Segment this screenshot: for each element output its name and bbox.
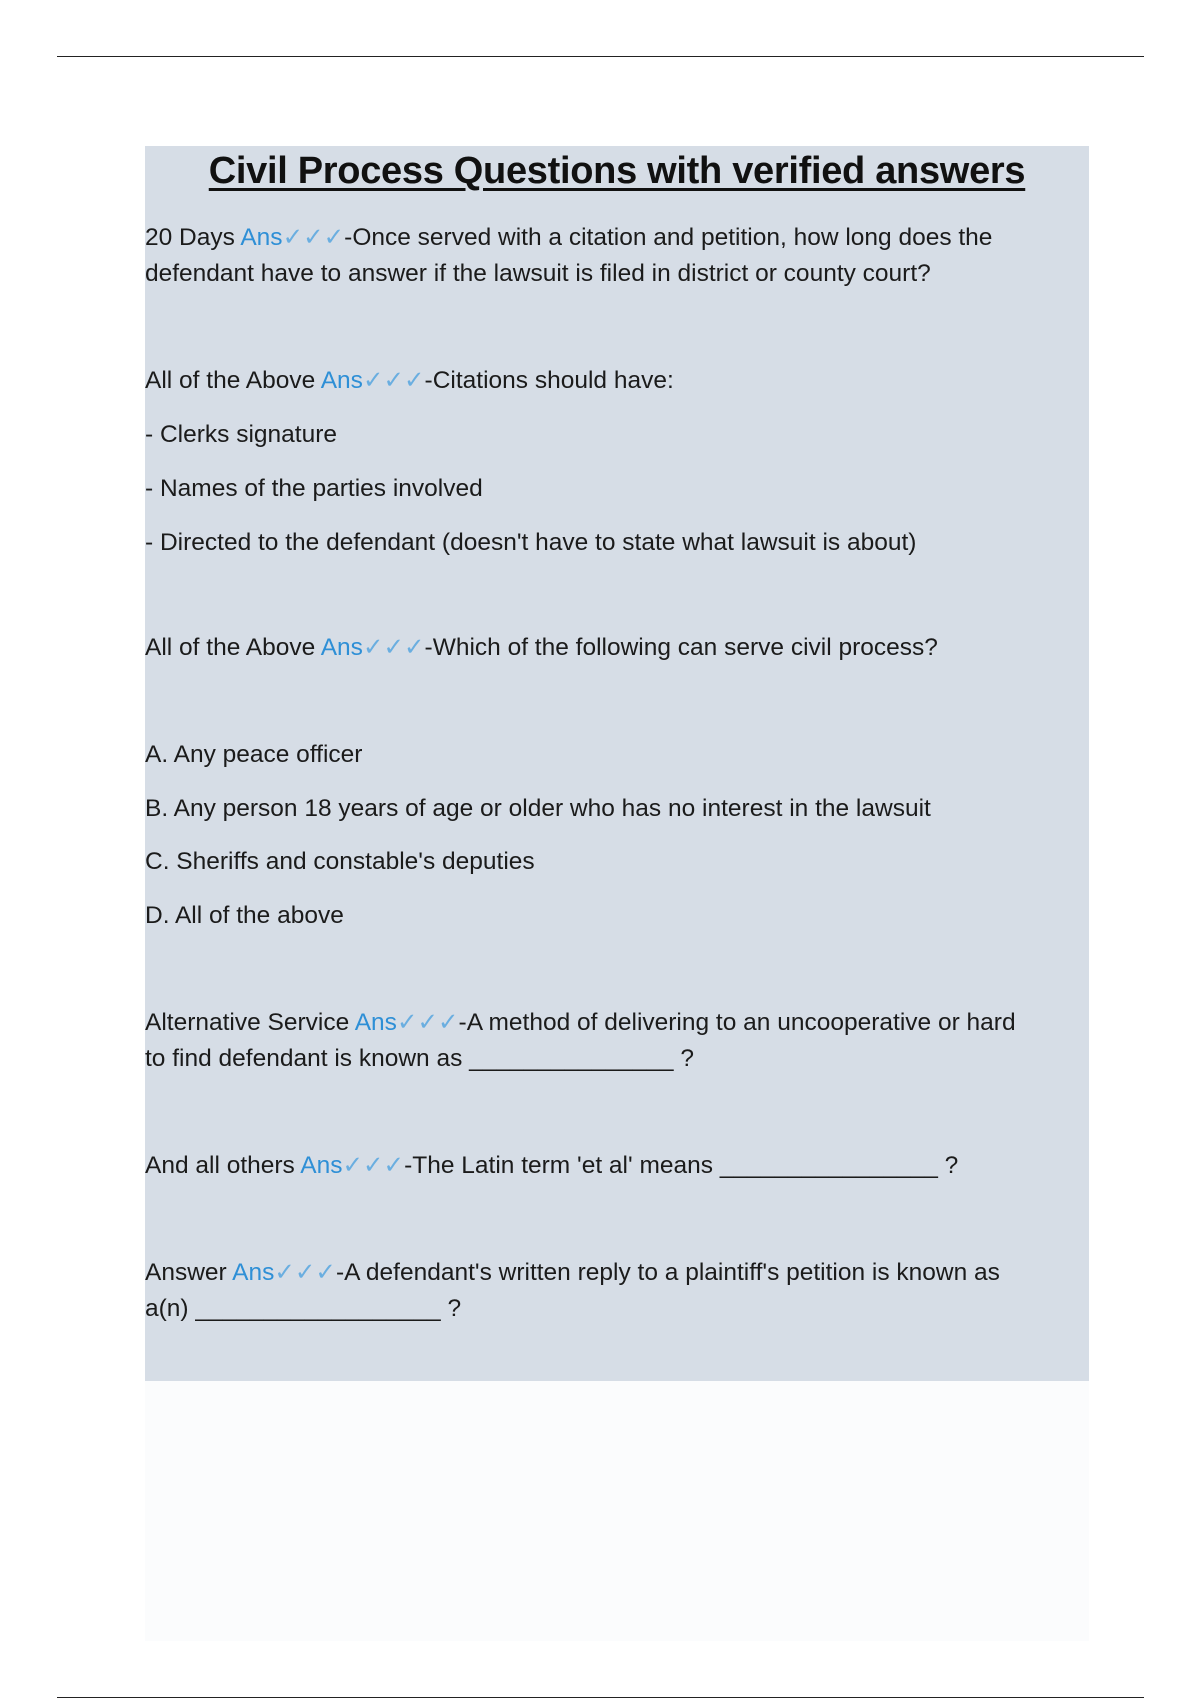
qa-item-1-line-2: defendant have to answer if the lawsuit is filed in district or county court? [145, 260, 931, 287]
check-marks-icon: ✓✓✓ [362, 634, 425, 661]
check-marks-icon: ✓✓✓ [396, 1009, 459, 1036]
answer-text: Alternative Service [145, 1009, 355, 1036]
qa-item-5 [145, 1148, 1089, 1184]
answer-text: All of the Above [145, 634, 321, 661]
option-item: B. Any person 18 years of age or older who has no interest in the lawsuit [145, 795, 931, 822]
bullet-item: - Clerks signature [145, 421, 337, 448]
check-marks-icon: ✓✓✓ [274, 1259, 336, 1286]
check-marks-icon: ✓✓✓ [362, 367, 425, 394]
qa-item-3 [145, 630, 1089, 666]
question-text: -Once served with a citation and petition, how long does the [344, 224, 993, 251]
answer-text: 20 Days [145, 224, 241, 251]
qa-item-4-line-2: to find defendant is known as _______________ ? [145, 1045, 694, 1072]
answer-text: All of the Above [145, 367, 321, 394]
check-marks-icon: ✓✓✓ [342, 1152, 405, 1179]
qa-item-2 [145, 363, 1089, 399]
qa-item-6 [145, 1255, 1089, 1291]
ans-label: Ans [354, 1009, 397, 1036]
ans-label: Ans [232, 1259, 275, 1286]
check-marks-icon: ✓✓✓ [282, 224, 345, 251]
option-item: D. All of the above [145, 902, 344, 929]
header-rule [57, 56, 1144, 57]
question-text: -The Latin term 'et al' means ________________ ? [404, 1152, 959, 1179]
question-text: -A method of delivering to an uncooperative or hard [458, 1009, 1016, 1036]
qa-item-4 [145, 1005, 1089, 1041]
answer-text: And all others [145, 1152, 301, 1179]
option-item: C. Sheriffs and constable's deputies [145, 848, 535, 875]
ans-label: Ans [320, 367, 363, 394]
document-title: Civil Process Questions with verified answers [208, 150, 1026, 192]
qa-item-1 [145, 220, 1089, 256]
bullet-item: - Directed to the defendant (doesn't have to state what lawsuit is about) [145, 529, 917, 556]
bullet-item: - Names of the parties involved [145, 475, 483, 502]
answer-text: Answer [145, 1259, 233, 1286]
option-item: A. Any peace officer [145, 741, 363, 768]
qa-item-6-line-2: a(n) __________________ ? [145, 1295, 462, 1322]
ans-label: Ans [320, 634, 363, 661]
footer-rule [57, 1697, 1144, 1698]
question-text: -A defendant's written reply to a plaintiff's petition is known as [335, 1259, 1000, 1286]
question-text: -Citations should have: [424, 367, 674, 394]
ans-label: Ans [240, 224, 283, 251]
question-text: -Which of the following can serve civil process? [424, 634, 938, 661]
ans-label: Ans [300, 1152, 343, 1179]
panel-lower-area [145, 1381, 1089, 1641]
